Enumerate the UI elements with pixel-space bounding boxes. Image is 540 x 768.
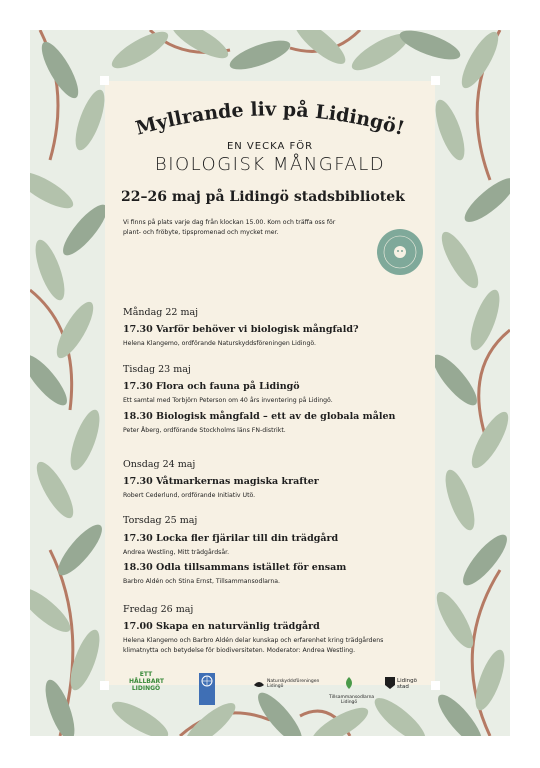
content-panel [105, 81, 435, 705]
poster [30, 30, 510, 736]
leaf [470, 647, 510, 714]
event-description: Andrea Westling, Mitt trädgårdsår. [123, 549, 230, 556]
leaf [65, 407, 106, 474]
corner-square [431, 76, 440, 85]
page-title [105, 87, 435, 143]
event-title: 18.30 Odla tillsammans istället för ensam [123, 562, 347, 573]
event-title: 18.30 Biologisk mångfald – ett av de globala målen [123, 411, 396, 422]
leaf [107, 30, 172, 75]
day-heading: Måndag 22 maj [123, 307, 199, 318]
leaf [227, 35, 294, 76]
leaf [397, 30, 464, 65]
event-description: Peter Åberg, ordförande Stockholms läns FN-distrikt. [123, 427, 286, 434]
corner-square [100, 76, 109, 85]
leaf [465, 287, 506, 354]
leaf [430, 97, 471, 164]
corner-square [431, 681, 440, 690]
leaf [435, 227, 484, 292]
day-heading: Onsdag 24 maj [123, 459, 196, 470]
day-heading: Torsdag 25 maj [123, 515, 198, 526]
day-heading: Fredag 26 maj [123, 604, 194, 615]
leaf [465, 407, 510, 472]
date-venue-heading: 22–26 maj på Lidingö stadsbibliotek [121, 189, 405, 205]
event-description: Robert Cederlund, ordförande Initiativ Utö. [123, 492, 256, 499]
event-description: Helena Klangemo och Barbro Aldén delar kunskap och erfarenhet kring trädgårdens klimatnytta och betydelse för biodiversiteten. Moderator: Andrea Westling. [123, 637, 384, 654]
event-title: 17.30 Flora och fauna på Lidingö [123, 381, 300, 392]
event-description: Barbro Aldén och Stina Ernst, Tillsammansodlarna. [123, 578, 281, 585]
event-title: 17.30 Varför behöver vi biologisk mångfald? [123, 324, 359, 335]
title-text: Myllrande liv på Lidingö! [133, 98, 407, 140]
subtitle: EN VECKA FÖR [226, 141, 314, 152]
leaf [430, 587, 479, 652]
subtitle-biologisk-mangfald: BIOLOGISK MÅNGFALD [154, 154, 386, 175]
svg-text:Myllrande liv på Lidingö! [133, 98, 407, 140]
day-heading: Tisdag 23 maj [123, 364, 191, 375]
vecka-stamp-badge [376, 228, 424, 276]
leaf [457, 529, 510, 591]
fn-logo [199, 673, 215, 705]
intro-text: Vi finns på plats varje dag från klockan 15.00. Kom och träffa oss för plant- och fröbyte, tipspromenad och mycket mer. [123, 219, 336, 236]
leaf [459, 172, 510, 228]
leaf [35, 37, 84, 102]
event-title: 17.00 Skapa en naturvänlig trädgård [123, 621, 320, 632]
leaf [50, 297, 99, 362]
event-description: Helena Klangemo, ordförande Naturskyddsföreningen Lidingö. [123, 340, 317, 347]
hallbart-lidingo-logo: ETT HÅLLBART LIDINGÖ [129, 671, 164, 692]
event-title: 17.30 Våtmarkernas magiska krafter [123, 476, 319, 487]
leaf [30, 349, 73, 411]
leaf [30, 165, 78, 214]
leaf [52, 519, 108, 581]
corner-square [100, 681, 109, 690]
event-description: Ett samtal med Torbjörn Peterson om 40 års inventering på Lidingö. [123, 397, 333, 404]
tillsammansodlarna-logo: Tillsammansodlarna Lidingö [329, 675, 369, 705]
event-title: 17.30 Locka fler fjärilar till din trädgård [123, 533, 339, 544]
leaf [427, 349, 483, 411]
partner-logos: ETT HÅLLBART LIDINGÖ Naturskyddsföreningen Lidingö Tillsammansodlarna Lidingö Lidingö stad [129, 671, 417, 705]
leaf [440, 467, 481, 534]
